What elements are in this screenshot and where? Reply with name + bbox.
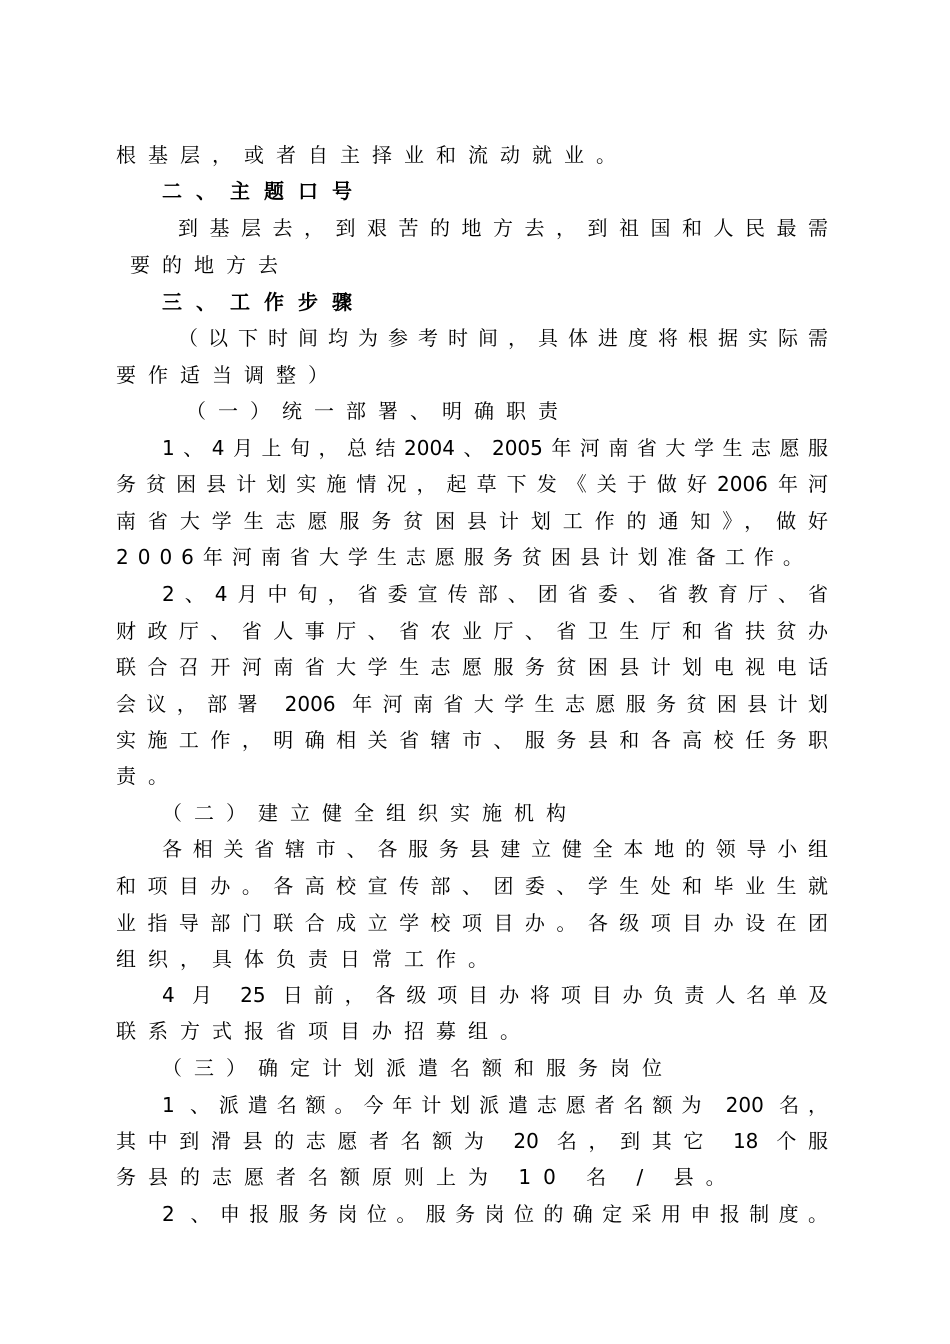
body-line: 组织，具体负责日常工作。 (116, 947, 500, 971)
body-line: 联系方式报省项目办招募组。 (116, 1019, 532, 1043)
body-line: 会议，部署 2006 年河南省大学生志愿服务贫困县计划 (116, 692, 828, 716)
body-line: 要作适当调整） (116, 363, 340, 387)
body-line: 1、4月上旬，总结2004、2005年河南省大学生志愿服 (162, 436, 828, 460)
body-line: 业指导部门联合成立学校项目办。各级项目办设在团 (116, 911, 828, 935)
subsection-heading: （一）统一部署、明确职责 (186, 399, 570, 423)
body-line: 南省大学生志愿服务贫困县计划工作的通知》，做好 (116, 509, 828, 533)
body-line: 责。 (116, 764, 180, 788)
body-line: 和项目办。各高校宣传部、团委、学生处和毕业生就 (116, 874, 828, 898)
body-line: 其中到滑县的志愿者名额为 20 名，到其它 18 个服 (116, 1129, 828, 1153)
body-line: 要的地方去 (130, 253, 290, 277)
body-line: 务县的志愿者名额原则上为 10 名 / 县。 (116, 1165, 738, 1189)
body-line: 1 、派遣名额。今年计划派遣志愿者名额为 200 名， (162, 1093, 828, 1117)
body-line: （以下时间均为参考时间，具体进度将根据实际需 (178, 326, 828, 350)
body-line: 2 、申报服务岗位。服务岗位的确定采用申报制度。 (162, 1202, 828, 1226)
section-heading: 二、主题口号 (162, 179, 366, 203)
body-line: 到基层去，到艰苦的地方去，到祖国和人民最需 (178, 216, 828, 240)
body-line: 2、4月中旬，省委宣传部、团省委、省教育厅、省 (162, 582, 828, 606)
body-line: 实施工作，明确相关省辖市、服务县和各高校任务职 (116, 728, 828, 752)
body-line: 4 月 25 日前，各级项目办将项目办负责人名单及 (162, 983, 828, 1007)
body-line: 联合召开河南省大学生志愿服务贫困县计划电视电话 (116, 655, 828, 679)
subsection-heading: （三）确定计划派遣名额和服务岗位 (162, 1056, 674, 1080)
body-line: 根基层，或者自主择业和流动就业。 (116, 143, 628, 167)
subsection-heading: （二）建立健全组织实施机构 (162, 801, 578, 825)
body-line: 务贫困县计划实施情况，起草下发《关于做好2006年河 (116, 472, 828, 496)
body-line: 财政厅、省人事厅、省农业厅、省卫生厅和省扶贫办 (116, 619, 828, 643)
body-line: 各相关省辖市、各服务县建立健全本地的领导小组 (162, 837, 828, 861)
body-line: 2006年河南省大学生志愿服务贫困县计划准备工作。 (116, 545, 812, 569)
section-heading: 三、工作步骤 (162, 290, 366, 314)
